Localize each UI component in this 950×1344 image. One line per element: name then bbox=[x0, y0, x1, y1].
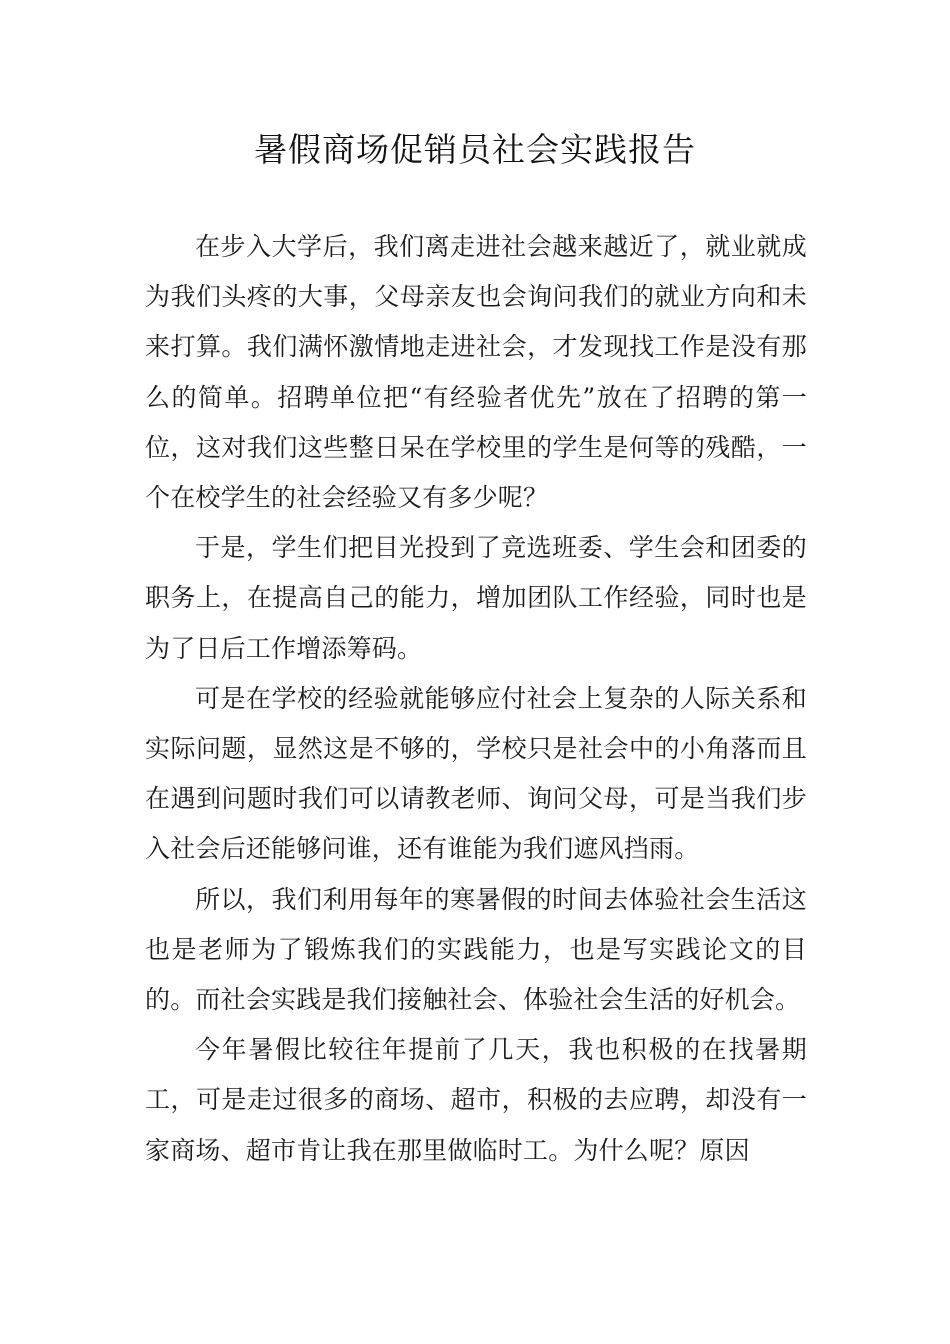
paragraph-4: 所以，我们利用每年的寒暑假的时间去体验社会生活这也是老师为了锻炼我们的实践能力，也是写实践论文的目的。而社会实践是我们接触社会、体验社会生活的好机会。 bbox=[145, 884, 807, 1015]
document-body bbox=[145, 222, 807, 1176]
paragraph-5: 今年暑假比较往年提前了几天，我也积极的在找暑期工，可是走过很多的商场、超市，积极的去应聘，却没有一家商场、超市肯让我在那里做临时工。为什么呢？原因 bbox=[145, 1035, 807, 1165]
paragraph-2: 于是，学生们把目光投到了竞选班委、学生会和团委的职务上，在提高自己的能力，增加团队工作经验，同时也是为了日后工作增添筹码。 bbox=[145, 533, 807, 663]
paragraph-1: 在步入大学后，我们离走进社会越来越近了，就业就成为我们头疼的大事，父母亲友也会询问我们的就业方向和未来打算。我们满怀激情地走进社会，才发现找工作是没有那么的简单。招聘单位把“有经验者优先”放在了招聘的第一位，这对我们这些整日呆在学校里的学生是何等的残酷，一个在校学生的社会经验又有多少呢？ bbox=[145, 232, 807, 513]
document-title: 暑假商场促销员社会实践报告 bbox=[254, 130, 696, 169]
paragraph-3: 可是在学校的经验就能够应付社会上复杂的人际关系和实际问题，显然这是不够的，学校只是社会中的小角落而且在遇到问题时我们可以请教老师、询问父母，可是当我们步入社会后还能够问谁，还有谁能为我们遮风挡雨。 bbox=[145, 683, 807, 864]
